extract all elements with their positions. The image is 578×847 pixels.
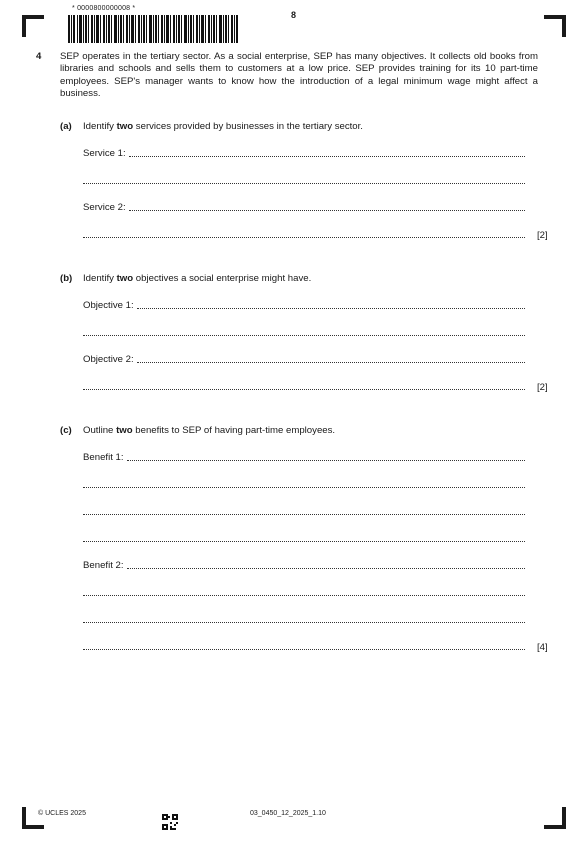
page-number: 8 — [291, 10, 297, 20]
part-c-prompt-pre: Outline — [83, 425, 117, 436]
qr-code-image — [162, 814, 178, 830]
objective-2-answer-line-2[interactable] — [83, 382, 525, 392]
benefit-2-answer-line[interactable] — [83, 561, 525, 571]
corner-mark-bottom-left-v — [22, 807, 26, 829]
footer-copyright: © UCLES 2025 — [38, 810, 86, 817]
part-b-marks: [2] — [537, 382, 548, 393]
benefit-1-answer-line-3[interactable] — [83, 507, 525, 517]
service-2-label: Service 2: — [83, 202, 126, 213]
dotted-line — [83, 389, 525, 390]
benefit-2-answer-line-4[interactable] — [83, 642, 525, 652]
service-1-label: Service 1: — [83, 148, 126, 159]
part-b-prompt-post: objectives a social enterprise might have. — [133, 273, 312, 284]
footer-code: 03_0450_12_2025_1.10 — [250, 810, 326, 817]
question-number: 4 — [36, 51, 42, 62]
service-2-answer-line[interactable] — [83, 203, 525, 213]
service-1-answer-line-2[interactable] — [83, 176, 525, 186]
objective-1-answer-line-2[interactable] — [83, 328, 525, 338]
part-b-prompt-bold: two — [116, 273, 134, 284]
benefit-2-answer-line-3[interactable] — [83, 615, 525, 625]
corner-mark-bottom-right-v — [562, 807, 566, 829]
part-c-prompt-bold: two — [116, 425, 133, 436]
benefit-2-label: Benefit 2: — [83, 560, 124, 571]
benefit-1-answer-line[interactable] — [83, 453, 525, 463]
part-a-prompt-pre: Identify — [83, 121, 117, 132]
benefit-1-answer-line-2[interactable] — [83, 480, 525, 490]
dotted-line — [83, 622, 525, 623]
objective-1-label: Objective 1: — [83, 300, 134, 311]
part-a-marks: [2] — [537, 230, 548, 241]
benefit-2-answer-line-2[interactable] — [83, 588, 525, 598]
dotted-line — [129, 156, 525, 157]
dotted-line — [137, 362, 525, 363]
part-b-label: (b) — [60, 273, 73, 284]
part-a-prompt — [83, 121, 363, 132]
dotted-line — [127, 568, 525, 569]
part-c-prompt-post: benefits to SEP of having part-time employees. — [132, 425, 336, 436]
part-b-prompt — [83, 273, 311, 284]
corner-mark-top-right-v — [562, 15, 566, 37]
barcode-image — [68, 15, 238, 43]
dotted-line — [83, 183, 525, 184]
dotted-line — [83, 541, 525, 542]
service-2-answer-line-2[interactable] — [83, 230, 525, 240]
dotted-line — [83, 514, 525, 515]
part-c-marks: [4] — [537, 642, 548, 653]
dotted-line — [83, 487, 525, 488]
part-a-prompt-bold: two — [116, 121, 134, 132]
corner-mark-top-left-v — [22, 15, 26, 37]
part-a-prompt-post: services provided by businesses in the tertiary sector. — [133, 121, 363, 132]
dotted-line — [127, 460, 525, 461]
dotted-line — [83, 237, 525, 238]
dotted-line — [83, 335, 525, 336]
objective-1-answer-line[interactable] — [83, 301, 525, 311]
objective-2-answer-line[interactable] — [83, 355, 525, 365]
question-stem: SEP operates in the tertiary sector. As a social enterprise, SEP has many objectives. It collects old books from libraries and schools and sells them to customers at a low price. SEP provides training for its 10 part-time employees. SEP's manager wants to know how the introduction of a legal minimum wage might affect a business. — [60, 51, 538, 100]
dotted-line — [83, 595, 525, 596]
part-c-prompt — [83, 425, 335, 436]
dotted-line — [83, 649, 525, 650]
dotted-line — [129, 210, 525, 211]
benefit-1-label: Benefit 1: — [83, 452, 124, 463]
dotted-line — [137, 308, 525, 309]
benefit-1-answer-line-4[interactable] — [83, 534, 525, 544]
barcode-text: * 0000800000008 * — [72, 5, 136, 12]
part-a-label: (a) — [60, 121, 72, 132]
service-1-answer-line[interactable] — [83, 149, 525, 159]
part-c-label: (c) — [60, 425, 72, 436]
objective-2-label: Objective 2: — [83, 354, 134, 365]
part-b-prompt-pre: Identify — [83, 273, 117, 284]
